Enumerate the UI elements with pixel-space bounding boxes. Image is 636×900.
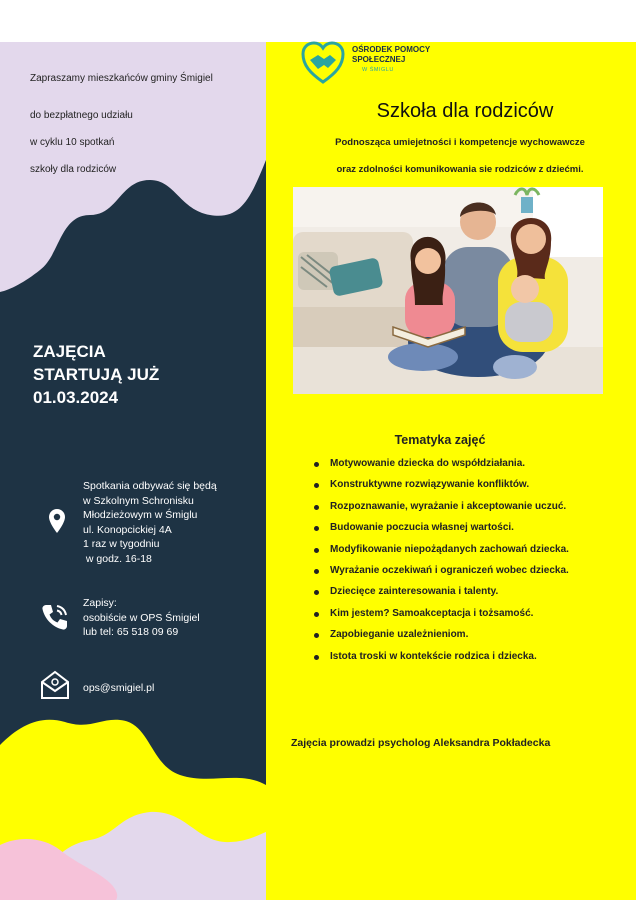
topic-item: Rozpoznawanie, wyrażanie i akceptowanie uczuć. [312, 501, 569, 522]
topic-item: Motywowanie dziecka do współdziałania. [312, 458, 569, 479]
location-line: w godz. 16-18 [83, 552, 152, 565]
topic-item: Konstruktywne rozwiązywanie konfliktów. [312, 479, 569, 500]
signup-line: osobiście w OPS Śmigiel [83, 611, 200, 624]
topic-item: Budowanie poczucia własnej wartości. [312, 522, 569, 543]
location-line: 1 raz w tygodniu [83, 538, 160, 550]
intro-line-1: Zapraszamy mieszkańców gminy Śmigiel [30, 73, 213, 84]
right-panel [266, 0, 636, 900]
intro-line-4: szkoły dla rodziców [30, 164, 117, 175]
topics-list [312, 458, 569, 672]
location-pin-icon [48, 508, 66, 534]
mail-icon [40, 670, 70, 700]
topics-heading: Tematyka zajęć [394, 433, 486, 447]
start-date-headline [33, 340, 159, 409]
headline-date: 01.03.2024 [33, 388, 119, 407]
topic-item: Istota troski w kontekście rodzica i dziecka. [312, 651, 569, 672]
topic-item: Wyrażanie oczekiwań i ograniczeń wobec dziecka. [312, 565, 569, 586]
decorative-blobs [0, 0, 266, 900]
headline-line-1: ZAJĘCIA [33, 342, 106, 361]
signup-info [83, 596, 200, 640]
logo-line-1: OŚRODEK POMOCY [352, 45, 431, 54]
logo-line-3: W ŚMIGLU [362, 67, 394, 73]
logo-line-2: SPOŁECZNEJ [352, 55, 406, 64]
location-line: ul. Konopcickiej 4A [83, 523, 172, 536]
intro-line-2: do bezpłatnego udziału [30, 110, 133, 121]
instructor-note: Zajęcia prowadzi psycholog Aleksandra Pokładecka [291, 737, 551, 749]
topic-item: Dziecięce zainteresowania i talenty. [312, 586, 569, 607]
left-panel [0, 0, 266, 900]
topic-item: Modyfikowanie niepożądanych zachowań dziecka. [312, 544, 569, 565]
page-title: Szkoła dla rodziców [376, 100, 554, 122]
topic-item: Zapobieganie uzależnieniom. [312, 629, 569, 650]
family-photo-illustration [293, 187, 603, 394]
email-address[interactable]: ops@smigiel.pl [83, 682, 155, 694]
ops-logo-icon [300, 40, 346, 86]
top-white-band [0, 0, 636, 42]
location-line: w Szkolnym Schronisku [83, 494, 194, 507]
meeting-location [83, 479, 217, 566]
signup-line: Zapisy: [83, 597, 117, 609]
subtitle-line-2: oraz zdolności komunikowania sie rodziców z dziećmi. [336, 164, 584, 175]
signup-line: lub tel: 65 518 09 69 [83, 626, 179, 638]
location-line: Spotkania odbywać się będą [83, 480, 217, 492]
logo-name [352, 45, 430, 65]
subtitle-line-1: Podnosząca umiejetności i kompetencje wychowawcze [335, 137, 585, 148]
headline-line-2: STARTUJĄ JUŻ [33, 365, 160, 384]
phone-icon [40, 602, 70, 632]
intro-line-3: w cyklu 10 spotkań [30, 137, 115, 148]
topic-item: Kim jestem? Samoakceptacja i tożsamość. [312, 608, 569, 629]
family-photo [293, 187, 603, 394]
location-line: Młodzieżowym w Śmiglu [83, 509, 198, 521]
